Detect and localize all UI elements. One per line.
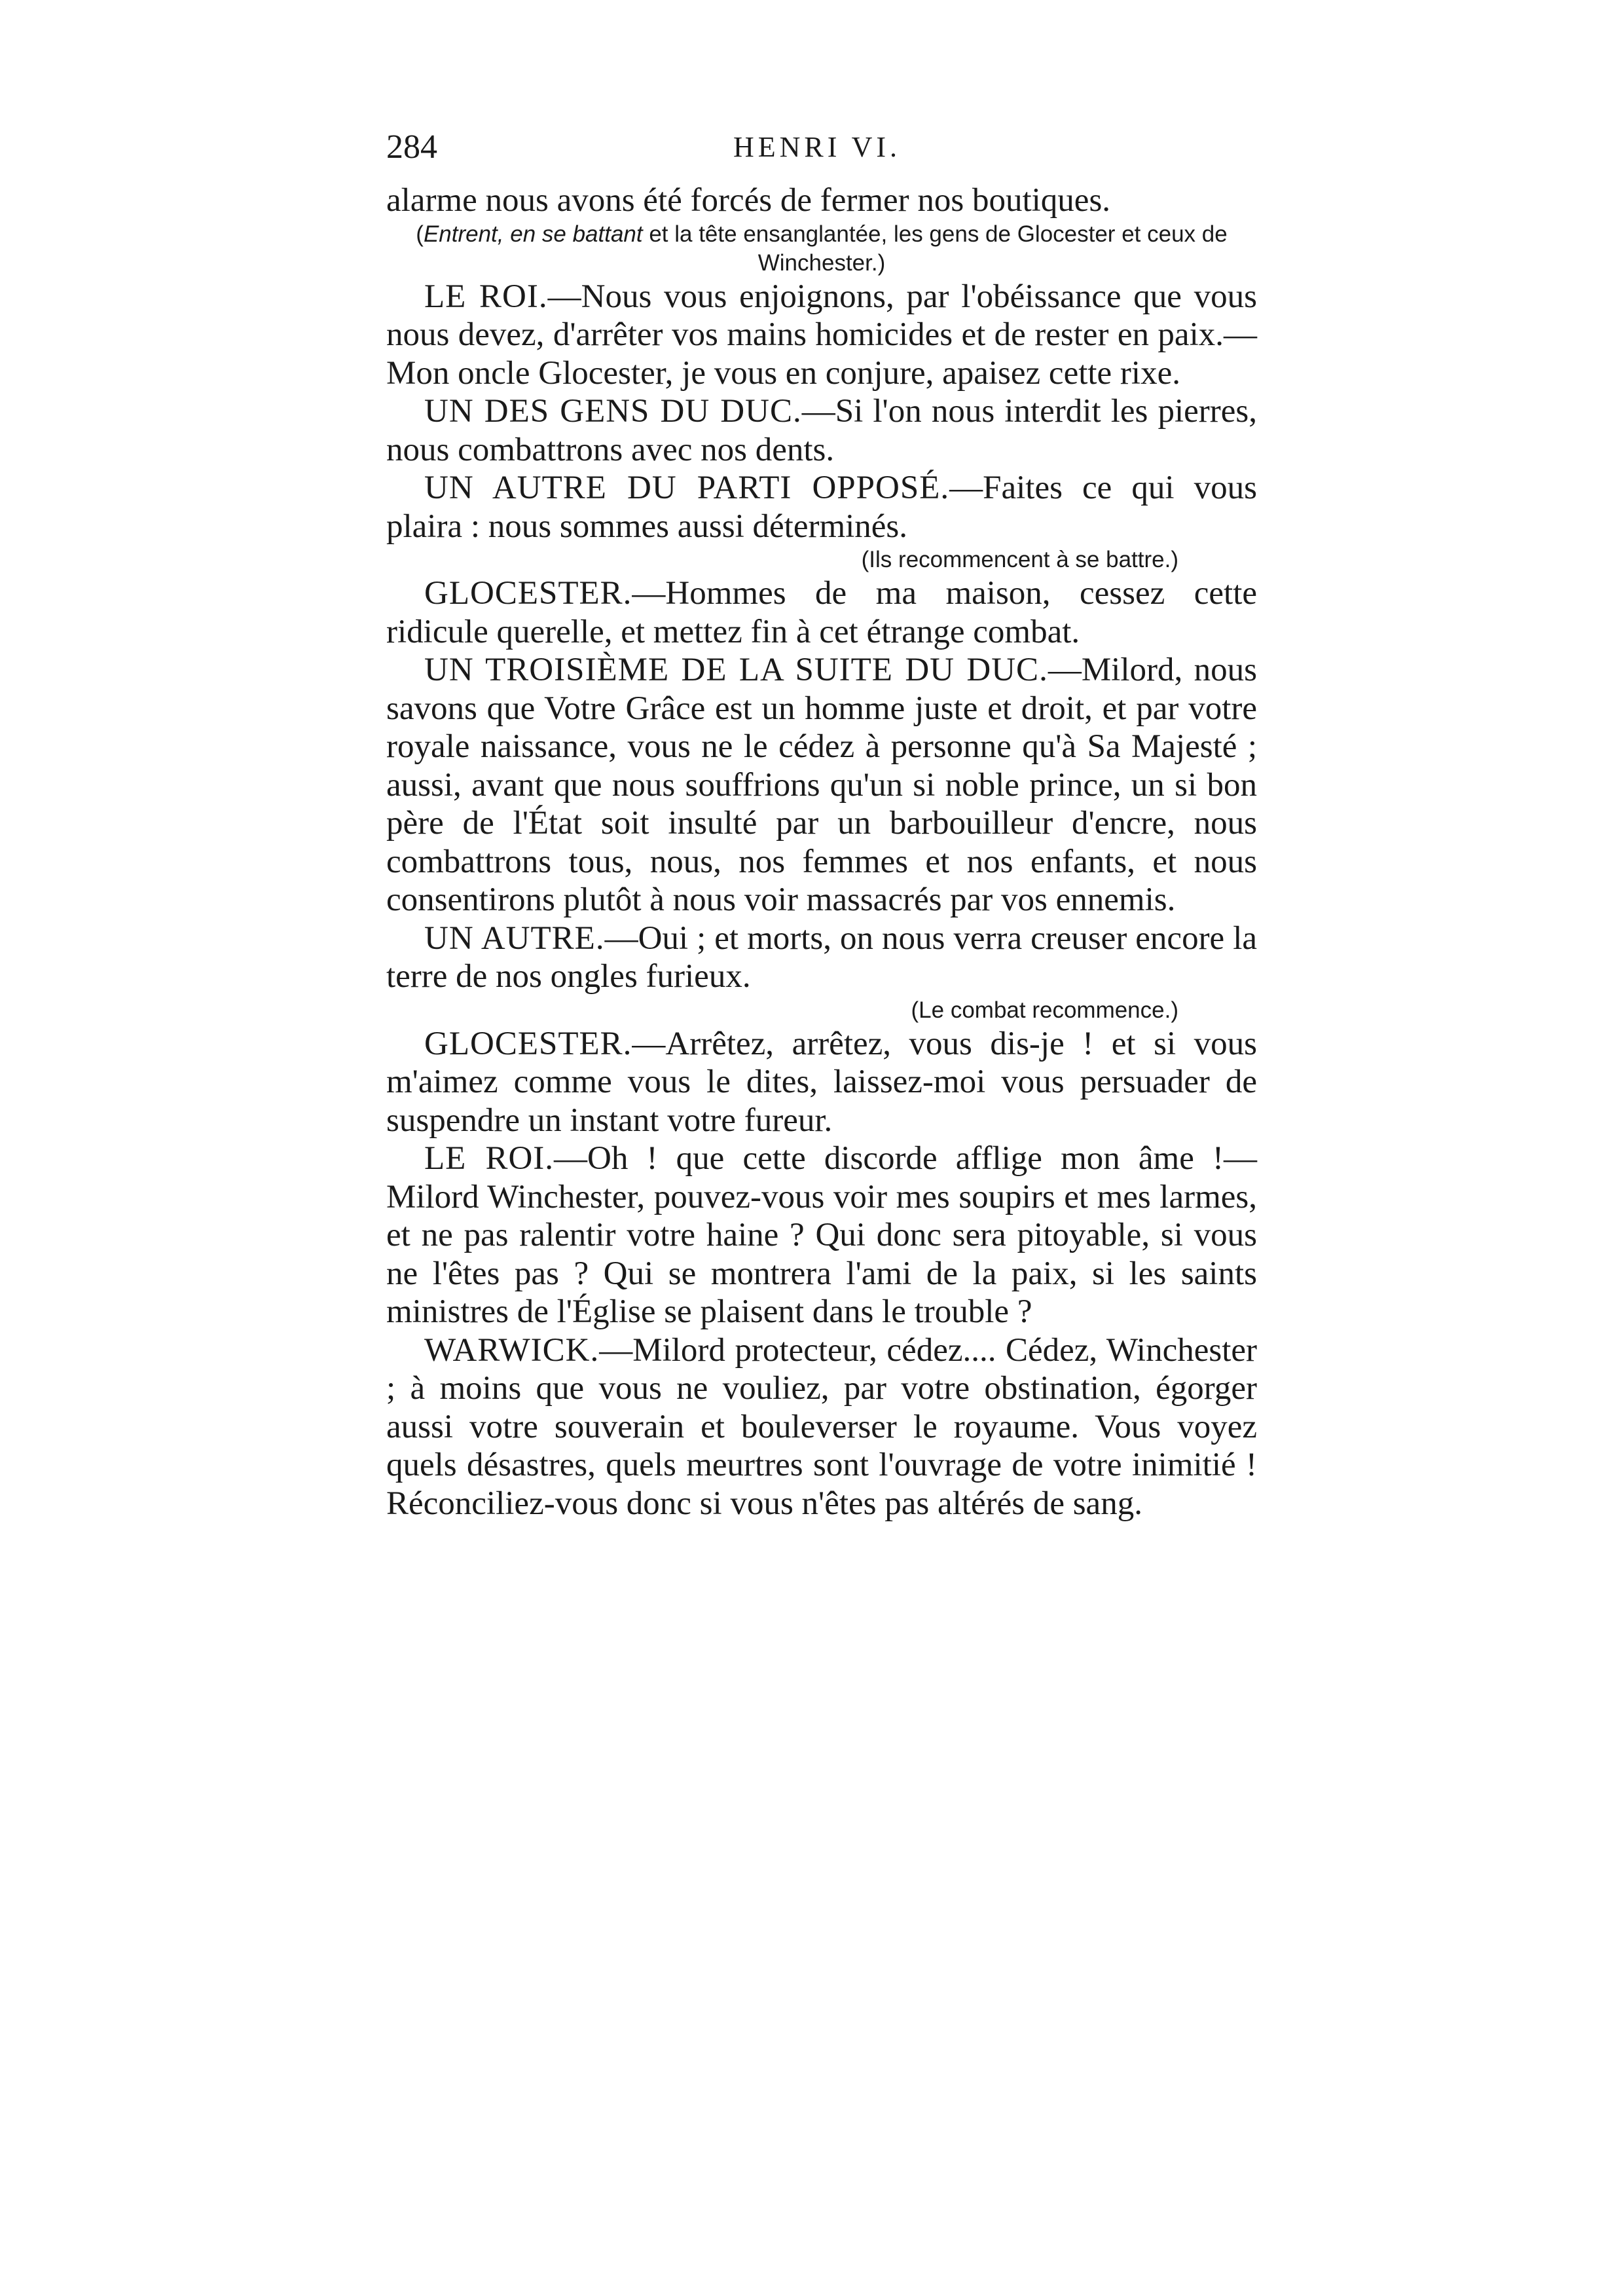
speech bbox=[386, 651, 1257, 919]
speaker-name: UN TROISIÈME DE LA SUITE DU DUC. bbox=[424, 652, 1048, 688]
speech bbox=[386, 278, 1257, 393]
stage-direction: (Ils recommencent à se battre.) bbox=[861, 547, 1178, 572]
speaker-name: UN AUTRE. bbox=[424, 919, 605, 957]
speech-text: —Arrêtez, arrêtez, vous dis-je ! et si vous m'aimez comme vous le dites, laissez-moi vous persuader de suspendre un instant votre fureur. bbox=[386, 1025, 1257, 1139]
speech bbox=[386, 919, 1257, 996]
speech-text: —Oui ; et morts, on nous verra creuser encore la terre de nos ongles furieux. bbox=[386, 919, 1257, 995]
speaker-name: LE ROI. bbox=[424, 1140, 555, 1177]
speech-text: —Faites ce qui vous plaira : nous sommes aussi déterminés. bbox=[386, 470, 1257, 545]
continuation-line: alarme nous avons été forcés de fermer nos boutiques. bbox=[386, 182, 1111, 219]
speech bbox=[386, 1139, 1257, 1331]
stage-direction-text: et la tête ensanglantée, les gens de Glocester et ceux de Winchester. bbox=[642, 221, 1228, 276]
page-number: 284 bbox=[386, 128, 437, 166]
stage-direction: (Entrent, en se battant et la tête ensanglantée, les gens de Glocester et ceux de Winchester.) bbox=[416, 221, 1228, 276]
speaker-name: UN AUTRE DU PARTI OPPOSÉ. bbox=[424, 470, 950, 506]
speech-text: —Si l'on nous interdit les pierres, nous combattrons avec nos dents. bbox=[386, 393, 1257, 468]
speech-text: —Milord protecteur, cédez.... Cédez, Winchester ; à moins que vous ne vouliez, par votre obstination, égorger aussi votre souverain et bouleverser le royaume. Vous voyez quels désastres, quels meurtres sont l'ouvrage de votre inimitié ! Réconciliez-vous donc si vous n'êtes pas altérés de sang. bbox=[386, 1331, 1257, 1522]
speech bbox=[386, 392, 1257, 469]
stage-direction-italic: Entrent, en se battant bbox=[423, 221, 643, 247]
speaker-name: GLOCESTER. bbox=[424, 575, 632, 612]
speaker-name: WARWICK. bbox=[424, 1331, 600, 1369]
speech-text: —Hommes de ma maison, cessez cette ridicule querelle, et mettez fin à cet étrange combat. bbox=[386, 575, 1257, 650]
speech-text: —Oh ! que cette discorde afflige mon âme !—Milord Winchester, pouvez-vous voir mes soupirs et mes larmes, et ne pas ralentir votre haine ? Qui donc sera pitoyable, si vous ne l'êtes pas ? Qui se montrera l'ami de la paix, si les saints ministres de l'Église se plaisent dans le trouble ? bbox=[386, 1140, 1257, 1330]
speaker-name: LE ROI. bbox=[424, 278, 548, 315]
stage-direction: (Le combat recommence.) bbox=[911, 997, 1178, 1023]
speech-text: —Milord, nous savons que Votre Grâce est un homme juste et droit, et par votre royale naissance, vous ne le cédez à personne qu'à Sa Majesté ; aussi, avant que nous souffrions qu'un si noble prince, un si bon père de l'État soit insulté par un barbouilleur d'encre, nous combattrons tous, nous, nos femmes et nos enfants, et nous consentirons plutôt à nous voir massacrés par vos ennemis. bbox=[386, 652, 1257, 918]
speech bbox=[386, 1025, 1257, 1140]
speech-text: —Nous vous enjoignons, par l'obéissance que vous nous devez, d'arrêter vos mains homicides et de rester en paix.—Mon oncle Glocester, je vous en conjure, apaisez cette rixe. bbox=[386, 278, 1257, 392]
speech bbox=[386, 1331, 1257, 1523]
speaker-name: GLOCESTER. bbox=[424, 1025, 632, 1062]
book-page bbox=[386, 128, 1257, 1523]
speech bbox=[386, 574, 1257, 651]
speech bbox=[386, 469, 1257, 546]
page-header bbox=[386, 128, 1257, 181]
speaker-name: UN DES GENS DU DUC. bbox=[424, 393, 802, 430]
running-title: HENRI VI. bbox=[733, 131, 902, 163]
play-text bbox=[386, 181, 1257, 1523]
